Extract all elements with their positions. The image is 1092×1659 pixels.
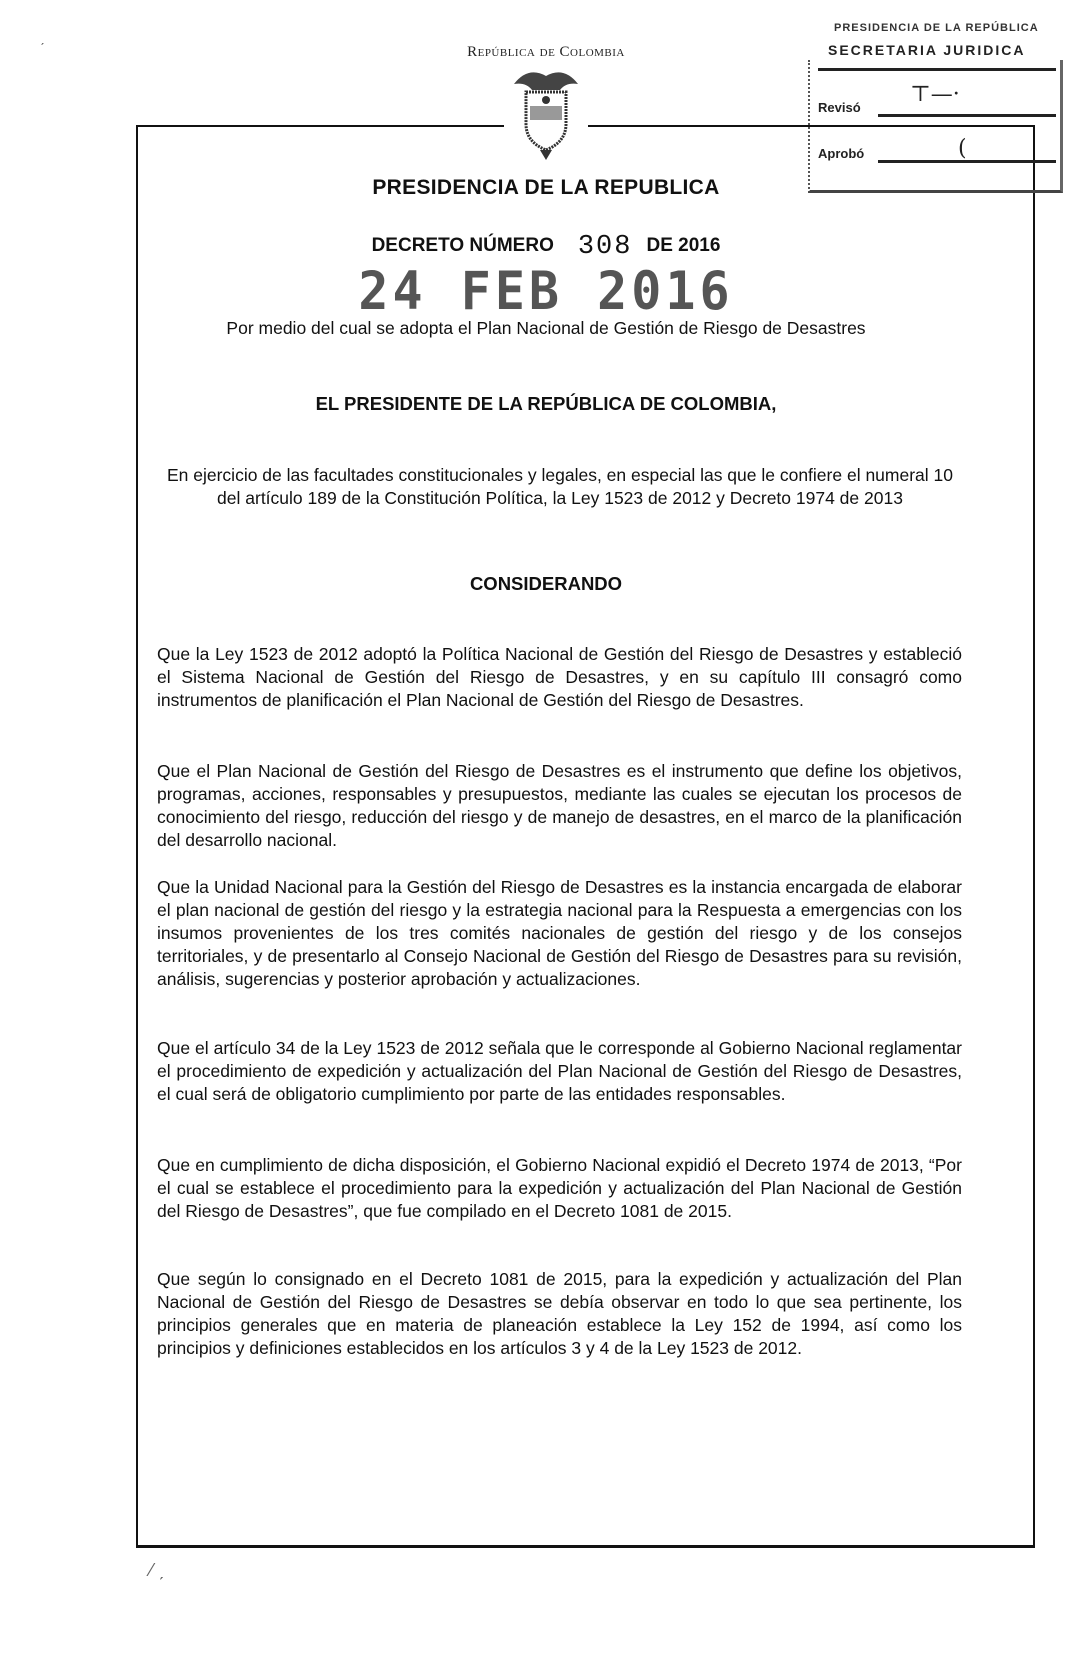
stamp-approved-label: Aprobó <box>818 146 865 161</box>
decree-subtitle: Por medio del cual se adopta el Plan Nacional de Gestión de Riesgo de Desastres <box>226 318 866 338</box>
decree-year: DE 2016 <box>646 235 721 256</box>
stamp-rule <box>818 68 1056 71</box>
stamp-revised-label: Revisó <box>818 100 861 115</box>
republica-heading: República de Colombia <box>467 44 625 60</box>
stamp-box <box>808 60 1063 193</box>
president-heading: EL PRESIDENTE DE LA REPÚBLICA DE COLOMBIA, <box>315 393 777 414</box>
considerando-paragraph <box>157 1154 962 1223</box>
approved-signature-icon: ( <box>958 136 967 161</box>
faculties-paragraph: En ejercicio de las facultades constitucionales y legales, en especial las que le confiere el numeral 10 del artículo 189 de la Constitución Política, la Ley 1523 de 2012 y Decreto 1974 de 2013 <box>166 465 953 508</box>
decree-prefix: DECRETO NÚMERO <box>371 235 554 256</box>
paragraph-text: Que la Unidad Nacional para la Gestión del Riesgo de Desastres es la instancia encargada de elaborar el plan nacional de gestión del riesgo y la estrategia nacional para la Respuesta a emergencias con los insumos provenientes de los tres comités nacionales de gestión del riesgo y de los consejos territoriales, y de presentarlo al Consejo Nacional de Gestión del Riesgo de Desastres para su revisión, análisis, sugerencias y posterior aprobación y actualizaciones. <box>157 877 962 989</box>
decree-number: 308 <box>577 232 633 262</box>
paragraph-text: Que según lo consignado en el Decreto 1081 de 2015, para la expedición y actualización del Plan Nacional de Gestión del Riesgo de Desastres se debía observar en todo lo que sea pertinente, los principios generales que en materia de planeación establece la Ley 152 de 1994, así como los principios y definiciones establecidos en los artículos 3 y 4 de la Ley 1523 de 2012. <box>157 1269 962 1358</box>
considerando-paragraph <box>157 643 962 712</box>
date-stamp: 24 FEB 2016 <box>358 260 734 322</box>
considerando-heading: CONSIDERANDO <box>469 573 623 594</box>
stamp-issuer: PRESIDENCIA DE LA REPÚBLICA <box>834 22 1039 34</box>
paragraph-text: Que el artículo 34 de la Ley 1523 de 2012 señala que le corresponde al Gobierno Nacional reglamentar el procedimiento de expedición y actualización del Plan Nacional de Gestión del Riesgo de Desastres, el cual será de obligatorio cumplimiento por parte de las entidades responsables. <box>157 1038 962 1104</box>
paragraph-text: Que en cumplimiento de dicha disposición, el Gobierno Nacional expidió el Decreto 1974 de 2013, “Por el cual se establece el procedimiento para la expedición y actualización del Plan Nacional de Gestión del Riesgo de Desastres”, que fue compilado en el Decreto 1081 de 2015. <box>157 1155 962 1221</box>
scan-artifact-icon: ˊ <box>40 40 45 56</box>
paragraph-text: Que el Plan Nacional de Gestión del Riesgo de Desastres es el instrumento que define los objetivos, programas, acciones, responsables y presupuestos, mediante las cuales se ejecutan los procesos de conocimiento del riesgo, reducción del riesgo y de manejo de desastres, en el marco de la planificación del desarrollo nacional. <box>157 761 962 850</box>
considerando-paragraph <box>157 1037 962 1106</box>
legal-review-stamp <box>808 8 1058 186</box>
stamp-office: SECRETARIA JURIDICA <box>828 42 1026 58</box>
paragraph-text: Que la Ley 1523 de 2012 adoptó la Política Nacional de Gestión del Riesgo de Desastres y estableció el Sistema Nacional de Gestión del Riesgo de Desastres, y en su capítulo III consagró como instrumentos de planificación el Plan Nacional de Gestión del Riesgo de Desastres. <box>157 644 962 710</box>
considerando-paragraph <box>157 760 962 852</box>
stamp-rule <box>878 114 1056 117</box>
scan-artifact-icon: ⁄ ˏ <box>150 1560 165 1580</box>
decree-number-line <box>0 232 1092 262</box>
considerando-paragraph <box>157 1268 962 1360</box>
presidencia-heading: PRESIDENCIA DE LA REPUBLICA <box>372 176 720 199</box>
revised-signature-icon: ⊤—· <box>910 82 960 107</box>
stamp-rule <box>878 160 1056 163</box>
considerando-paragraph <box>157 876 962 991</box>
